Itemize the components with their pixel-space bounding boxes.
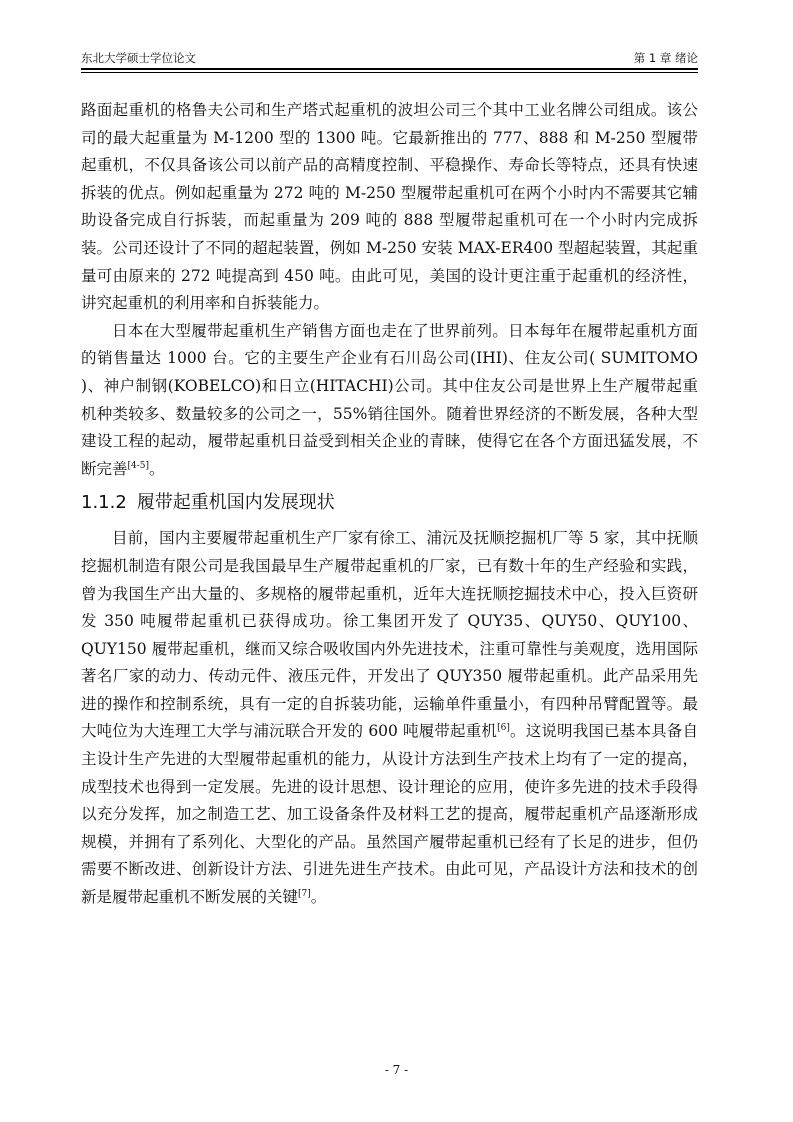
citation-4-5: [4-5] [127, 460, 150, 471]
citation-6: [6] [497, 723, 510, 734]
header-rule-thick [81, 68, 698, 70]
paragraph-japan [81, 318, 698, 484]
paragraph-domestic [81, 525, 698, 911]
paragraph-domestic-text-a: 目前，国内主要履带起重机生产厂家有徐工、浦沅及抚顺挖掘机厂等 5 家，其中抚顺挖掘机制造有限公司是我国最早生产履带起重机的厂家，已有数十年的生产经验和实践，曾为我国生产出大量的、多规格的履带起重机，近年大连抚顺挖掘技术中心，投入巨资研发 350 吨履带起重机已获得成功。徐工集团开发了 QUY35、QUY50、QUY100、QUY150 履带起重机，继而又综合吸收国内外先进技术，注重可靠性与美观度，选用国际著名厂家的动力、传动元件、液压元件，开发出了 QUY350 履带起重机。此产品采用先进的操作和控制系统，具有一定的自拆装功能，运输单件重量小，有四种吊臂配置等。最大吨位为大连理工大学与浦沅联合开发的 600 吨履带起重机 [81, 529, 698, 741]
paragraph-domestic-end: 。 [310, 888, 327, 907]
section-heading [81, 486, 698, 520]
body-text [81, 97, 698, 912]
page-number: - 7 - [384, 1063, 409, 1077]
paragraph-japan-end: 。 [149, 459, 165, 478]
header-chapter-title: 第 1 章 绪论 [633, 51, 698, 65]
paragraph-domestic-text-b: 。这说明我国已基本具备自主设计生产先进的大型履带起重机的能力，从设计方法到生产技术上均有了一定的提高，成型技术也得到一定发展。先进的设计思想、设计理论的应用，使许多先进的技术手段得以充分发挥，加之制造工艺、加工设备条件及材料工艺的提高，履带起重机产品逐渐形成规模，并拥有了系列化、大型化的产品。虽然国产履带起重机已经有了长足的进步，但仍需要不断改进、创新设计方法、引进先进生产技术。由此可见，产品设计方法和技术的创新是履带起重机不断发展的关键 [81, 722, 698, 907]
citation-7: [7] [298, 888, 311, 899]
section-number: 1.1.2 [81, 492, 127, 514]
running-header [81, 46, 698, 66]
header-thesis-title: 东北大学硕士学位论文 [81, 51, 196, 65]
header-rule-thin [81, 72, 698, 73]
section-title: 履带起重机国内发展现状 [136, 492, 335, 514]
paragraph-continued: 路面起重机的格鲁夫公司和生产塔式起重机的波坦公司三个其中工业名牌公司组成。该公司的最大起重量为 M-1200 型的 1300 吨。它最新推出的 777、888 和 M-250 型履带起重机，不仅具备该公司以前产品的高精度控制、平稳操作、寿命长等特点，还具有快速拆装的优点。例如起重量为 272 吨的 M-250 型履带起重机可在两个小时内不需要其它辅助设备完成自行拆装，而起重量为 209 吨的 888 型履带起重机可在一个小时内完成拆装。公司还设计了不同的超起装置，例如 M-250 安装 MAX-ER400 型超起装置，其起重量可由原来的 272 吨提高到 450 吨。由此可见，美国的设计更注重于起重机的经济性，讲究起重机的利用率和自拆装能力。 [81, 101, 698, 313]
paragraph-japan-text: 日本在大型履带起重机生产销售方面也走在了世界前列。日本每年在履带起重机方面的销售量达 1000 台。它的主要生产企业有石川岛公司(IHI)、住友公司( SUMITOMO )、神户制钢(KOBELCO)和日立(HITACHI)公司。其中住友公司是世界上生产履带起重机种类较多、数量较多的公司之一，55%销往国外。随着世界经济的不断发展，各种大型建设工程的起动，履带起重机日益受到相关企业的青睐，使得它在各个方面迅猛发展，不断完善 [81, 321, 698, 478]
